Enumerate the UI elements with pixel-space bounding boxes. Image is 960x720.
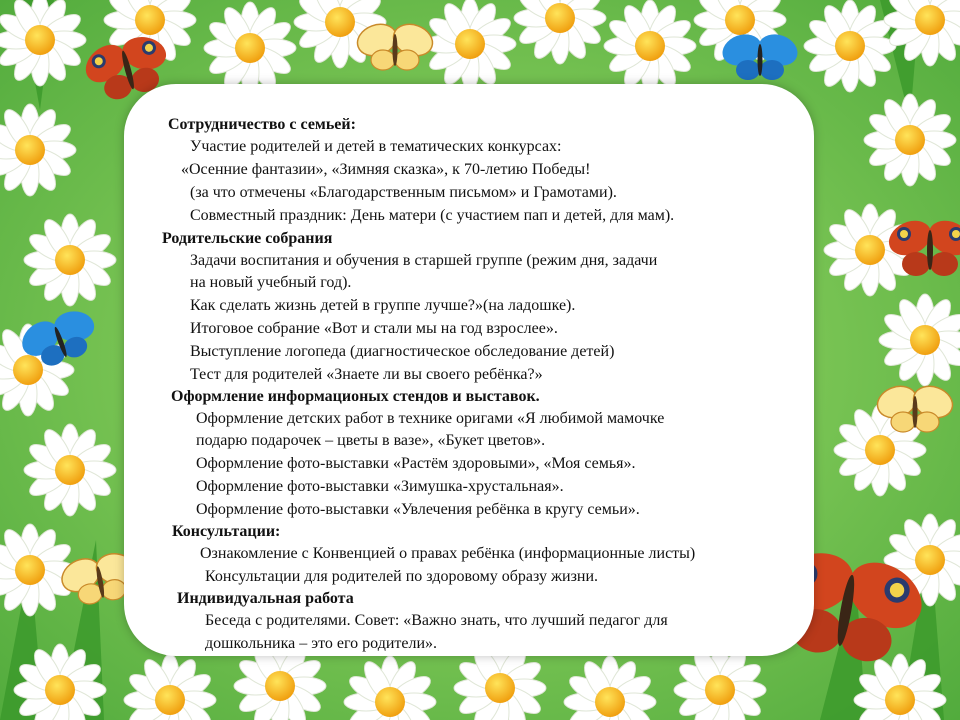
text-line: Оформление фото-выставки «Увлечения ребёнка в кругу семьи». — [196, 501, 640, 518]
text-line: Оформление фото-выставки «Растём здоровыми», «Моя семья». — [196, 455, 636, 472]
text-line: Оформление фото-выставки «Зимушка-хрустальная». — [196, 478, 564, 495]
text-line: Итоговое собрание «Вот и стали мы на год взрослее». — [190, 320, 558, 337]
text-line: на новый учебный год). — [190, 274, 352, 291]
text-line: Задачи воспитания и обучения в старшей группе (режим дня, задачи — [190, 252, 658, 269]
text-line: Тест для родителей «Знаете ли вы своего ребёнка?» — [190, 366, 543, 383]
text-line: Выступление логопеда (диагностическое обследование детей) — [190, 343, 615, 360]
text-line: Совместный праздник: День матери (с участием пап и детей, для мам). — [190, 207, 675, 224]
text-line: «Осенние фантазии», «Зимняя сказка», к 70-летию Победы! — [181, 161, 591, 178]
section-heading-family-cooperation: Сотрудничество с семьей: — [168, 116, 356, 133]
text-line: Консультации для родителей по здоровому образу жизни. — [205, 568, 599, 585]
text-line: Оформление детских работ в технике оригами «Я любимой мамочке — [196, 410, 665, 427]
section-heading-stands-exhibitions: Оформление информационых стендов и выставок. — [171, 388, 540, 405]
text-line: дошкольника – это его родители». — [205, 635, 438, 652]
text-line: Ознакомление с Конвенцией о правах ребёнка (информационные листы) — [200, 545, 696, 562]
section-heading-parent-meetings: Родительские собрания — [162, 230, 333, 247]
text-line: Беседа с родителями. Совет: «Важно знать, что лучший педагог для — [205, 612, 668, 629]
text-line: Как сделать жизнь детей в группе лучше?»(на ладошке). — [190, 297, 576, 314]
text-line: (за что отмечены «Благодарственным письмом» и Грамотами). — [190, 184, 617, 201]
text-line: Участие родителей и детей в тематических конкурсах: — [190, 138, 562, 155]
section-heading-individual-work: Индивидуальная работа — [177, 590, 354, 607]
section-heading-consultations: Консультации: — [172, 523, 281, 540]
text-line: подарю подарочек – цветы в вазе», «Букет цветов». — [196, 432, 546, 449]
